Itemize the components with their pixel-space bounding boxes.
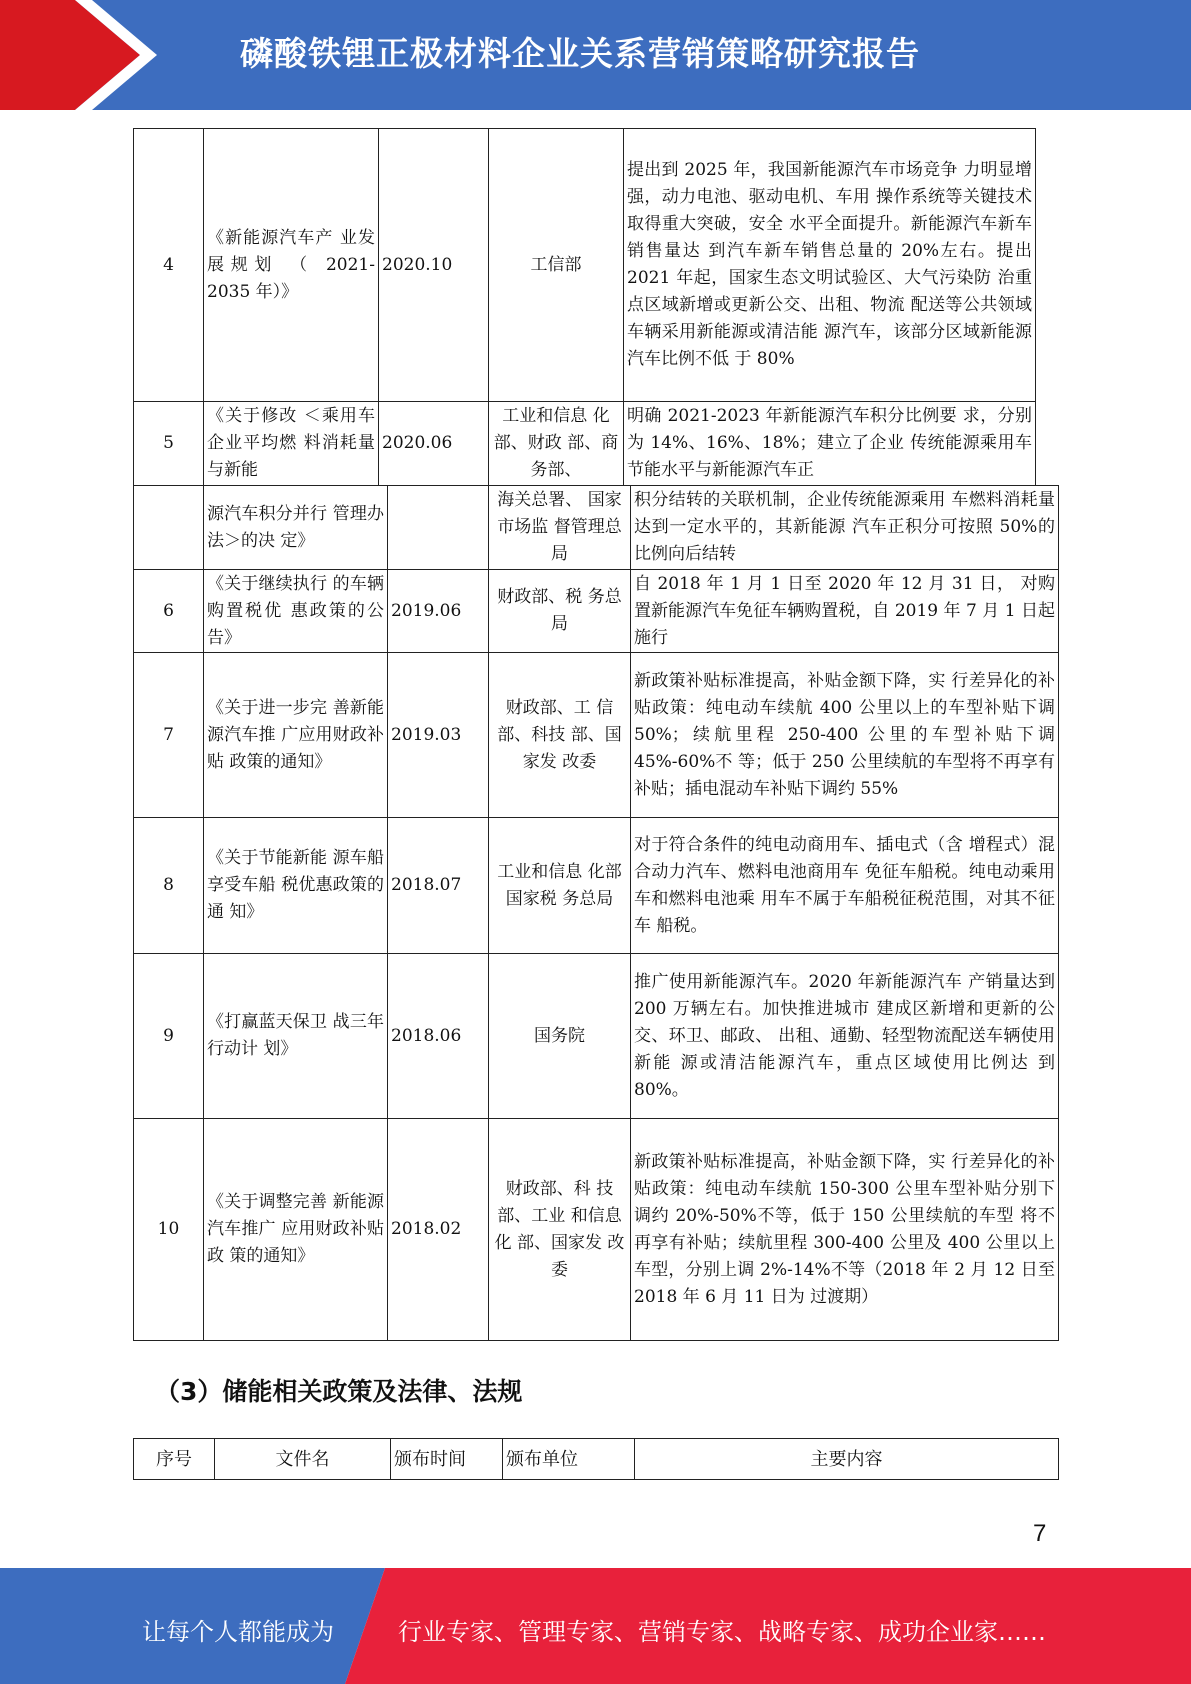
main-content: 对于符合条件的纯电动商用车、插电式（含 增程式）混合动力汽车、燃料电池商用车 免征车船税。纯电动乘用车和燃料电池乘 用车不属于车船税征税范围，对其不征车 船税。 <box>631 818 1059 954</box>
table-row <box>134 129 1036 402</box>
row-number: 8 <box>134 818 204 954</box>
header-content: 主要内容 <box>635 1439 1059 1480</box>
row-number: 7 <box>134 653 204 818</box>
issuing-org: 工信部 <box>489 129 624 402</box>
doc-name: 《关于节能新能 源车船享受车船 税优惠政策的通 知》 <box>204 818 388 954</box>
doc-name: 《打赢蓝天保卫 战三年行动计 划》 <box>204 954 388 1119</box>
header-org: 颁布单位 <box>503 1439 635 1480</box>
row-number: 10 <box>134 1119 204 1341</box>
table-row <box>134 653 1059 818</box>
table-header-row <box>134 1439 1059 1480</box>
main-content: 明确 2021-2023 年新能源汽车积分比例要 求，分别为 14%、16%、18%；建立了企业 传统能源乘用车节能水平与新能源汽车正 <box>624 402 1036 486</box>
table-row <box>134 402 1036 486</box>
table-row <box>134 818 1059 954</box>
issue-date: 2020.06 <box>379 402 489 486</box>
issuing-org: 海关总署、 国家市场监 督管理总局 <box>489 486 631 570</box>
page-number: 7 <box>1033 1520 1047 1547</box>
doc-name: 《关于继续执行 的车辆购置税优 惠政策的公告》 <box>204 570 388 653</box>
table-row <box>134 486 1059 570</box>
issuing-org: 财政部、税 务总局 <box>489 570 631 653</box>
main-content: 推广使用新能源汽车。2020 年新能源汽车 产销量达到 200 万辆左右。加快推进城市 建成区新增和更新的公交、环卫、邮政、 出租、通勤、轻型物流配送车辆使用新能 源或清洁能源汽车，重点区域使用比例达 到 80%。 <box>631 954 1059 1119</box>
policy-table-part1 <box>133 128 1036 486</box>
report-title: 磷酸铁锂正极材料企业关系营销策略研究报告 <box>240 34 920 73</box>
row-number: 9 <box>134 954 204 1119</box>
issue-date: 2018.02 <box>388 1119 489 1341</box>
main-content: 提出到 2025 年，我国新能源汽车市场竞争 力明显增强，动力电池、驱动电机、车用 操作系统等关键技术取得重大突破，安全 水平全面提升。新能源汽车新车销售量达 到汽车新车销售总量的 20%左右。提出 2021 年起，国家生态文明试验区、大气污染防 治重点区域新增或更新公交、出租、物流 配送等公共领域车辆采用新能源或清洁能 源汽车，该部分区域新能源汽车比例不低 于 80% <box>624 129 1036 402</box>
doc-name: 源汽车积分并行 管理办法＞的决 定》 <box>204 486 388 570</box>
row-number: 6 <box>134 570 204 653</box>
issue-date: 2020.10 <box>379 129 489 402</box>
header-date: 颁布时间 <box>391 1439 503 1480</box>
storage-policy-table <box>133 1438 1059 1480</box>
table-row <box>134 954 1059 1119</box>
issuing-org: 财政部、工 信部、科技 部、国家发 改委 <box>489 653 631 818</box>
table-row <box>134 1119 1059 1341</box>
issue-date <box>388 486 489 570</box>
header-name: 文件名 <box>215 1439 391 1480</box>
doc-name: 《新能源汽车产 业发展规划 （ 2021-2035 年）》 <box>204 129 379 402</box>
policy-table-part2 <box>133 485 1059 1341</box>
issue-date: 2019.03 <box>388 653 489 818</box>
row-number <box>134 486 204 570</box>
issue-date: 2018.07 <box>388 818 489 954</box>
row-number: 5 <box>134 402 204 486</box>
row-number: 4 <box>134 129 204 402</box>
header-red-arrow <box>0 0 160 110</box>
main-content: 新政策补贴标准提高，补贴金额下降，实 行差异化的补贴政策：纯电动车续航 150-300 公里车型补贴分别下调约 20%-50%不等，低于 150 公里续航的车型 将不再享有补贴；续航里程 300-400 公里及 400 公里以上车型，分别上调 2%-14%不等（2018 年 2 月 12 日至 2018 年 6 月 11 日为 过渡期） <box>631 1119 1059 1341</box>
issue-date: 2018.06 <box>388 954 489 1119</box>
footer-slogan-right: 行业专家、管理专家、营销专家、战略专家、成功企业家…… <box>398 1618 1046 1646</box>
issuing-org: 财政部、科 技部、工业 和信息化 部、国家发 改委 <box>489 1119 631 1341</box>
doc-name: 《关于调整完善 新能源汽车推广 应用财政补贴政 策的通知》 <box>204 1119 388 1341</box>
doc-name: 《关于进一步完 善新能源汽车推 广应用财政补贴 政策的通知》 <box>204 653 388 818</box>
issuing-org: 工业和信息 化部国家税 务总局 <box>489 818 631 954</box>
page-header <box>0 0 1191 110</box>
issuing-org: 工业和信息 化部、财政 部、商务部、 <box>489 402 624 486</box>
issuing-org: 国务院 <box>489 954 631 1119</box>
main-content: 自 2018 年 1 月 1 日至 2020 年 12 月 31 日， 对购置新能源汽车免征车辆购置税，自 2019 年 7 月 1 日起施行 <box>631 570 1059 653</box>
header-no: 序号 <box>134 1439 215 1480</box>
main-content: 新政策补贴标准提高，补贴金额下降，实 行差异化的补贴政策：纯电动车续航 400 公里以上的车型补贴下调 50%；续航里程 250-400 公里的车型补贴下调 45%-60%不 等；低于 250 公里续航的车型将不再享有 补贴；插电混动车补贴下调约 55% <box>631 653 1059 818</box>
footer-slogan-left: 让每个人都能成为 <box>142 1618 334 1646</box>
main-content: 积分结转的关联机制，企业传统能源乘用 车燃料消耗量达到一定水平的，其新能源 汽车正积分可按照 50%的比例向后结转 <box>631 486 1059 570</box>
issue-date: 2019.06 <box>388 570 489 653</box>
table-row <box>134 570 1059 653</box>
section-heading: （3）储能相关政策及法律、法规 <box>155 1377 523 1406</box>
doc-name: 《关于修改 ＜乘用车企业平均燃 料消耗量与新能 <box>204 402 379 486</box>
